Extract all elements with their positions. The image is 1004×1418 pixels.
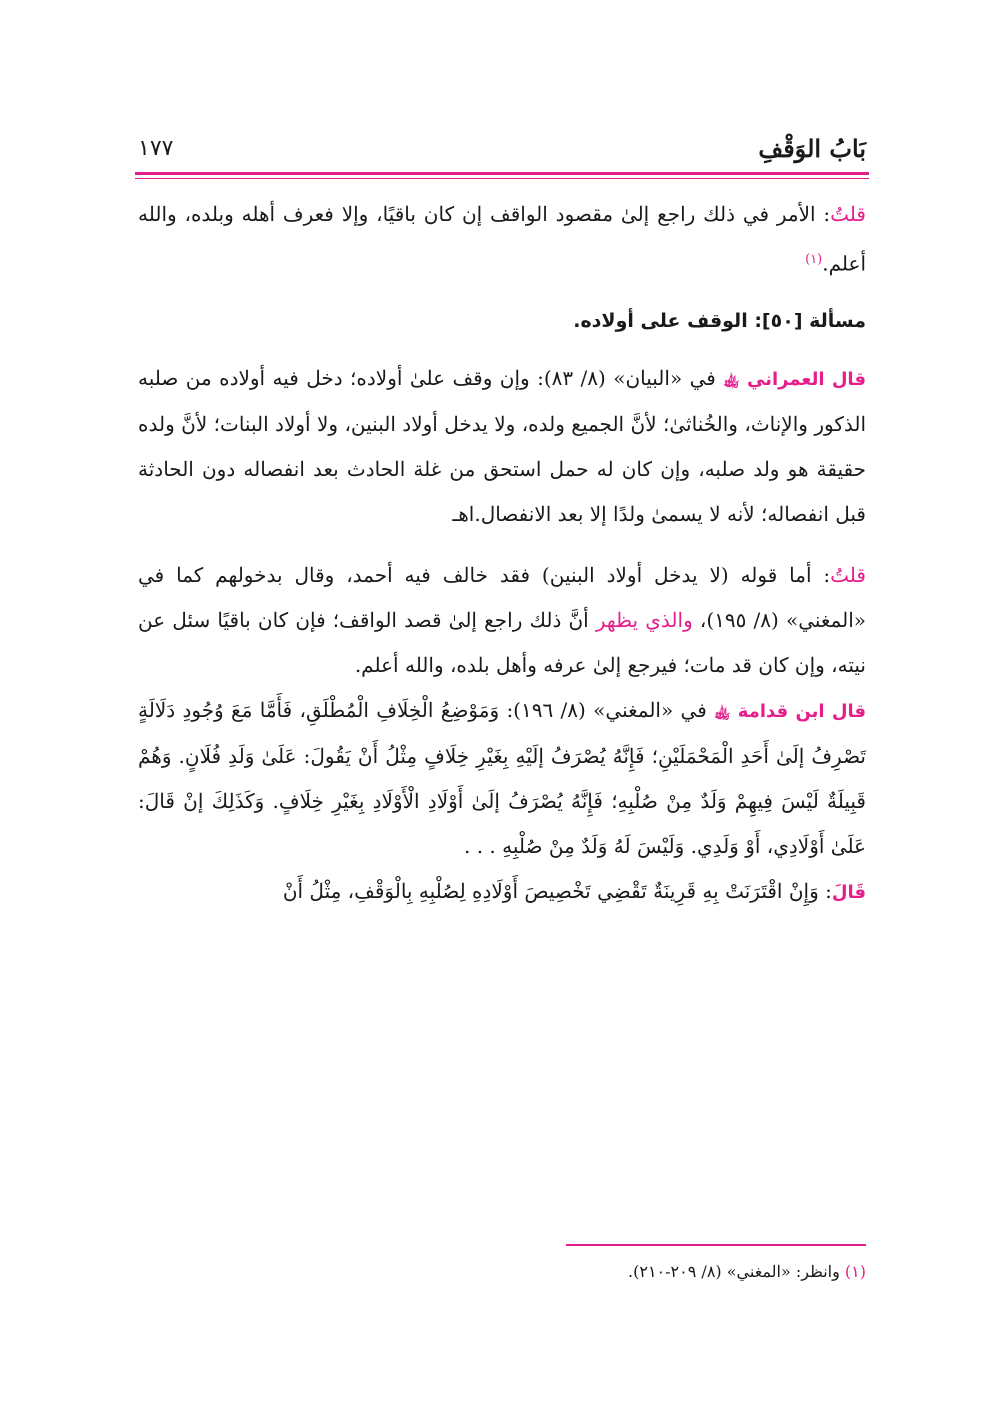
header-rule-thin: [135, 178, 869, 179]
issue-heading: مسألة [٥٠]: الوقف على أولاده.: [573, 309, 866, 332]
paragraph-3-text-before: : أما قوله (لا يدخل أولاد البنين) فقد خالف فيه أحمد، وقال بدخولهم كما في «المغني» (٨/ ١٩٥)،: [138, 562, 867, 632]
page-header: [138, 128, 866, 168]
paragraph-3: [138, 553, 866, 688]
spacer: [138, 344, 866, 356]
paragraph-3-highlight: والذي يظهر: [595, 607, 693, 632]
page-number: ١٧٧: [138, 135, 174, 161]
paragraph-2-label: قال العمراني ﵀: [723, 368, 866, 390]
paragraph-4: [138, 688, 866, 869]
footnote-rule: [566, 1244, 866, 1246]
paragraph-2-text: في «البيان» (٨/ ٨٣): وإن وقف علىٰ أولاده؛ دخل فيه أولاده من صلبه الذكور والإناث، والخُناثىٰ؛ لأنَّ الجميع ولده، ولا يدخل أولاد البنين، ولا أولاد البنات؛ لأنَّ ولده حقيقة هو ولد صلبه، وإن كان له حمل استحق من غلة الحادث بعد انفصاله دون الحادثة قبل انفصاله؛ لأنه لا يسمىٰ ولدًا إلا بعد الانفصال.اهـ: [138, 365, 866, 526]
footnote: [138, 1262, 866, 1281]
footnote-reference[interactable]: (١): [805, 252, 823, 267]
paragraph-5-text: : وَإِنْ اقْتَرَنَتْ بِهِ قَرِينَةٌ تَقْضِي تَخْصِيصَ أَوْلَادِهِ لِصُلْبِهِ بِالْوَقْفِ، مِثْلُ أَنْ: [282, 878, 832, 903]
chapter-title: بَابُ الوَقْفِ: [758, 133, 866, 163]
paragraph-1-label: قلتُ: [830, 202, 866, 226]
paragraph-4-label: قال ابن قدامة ﵀: [714, 700, 866, 722]
footnote-text: وانظر: «المغني» (٨/ ٢٠٩-٢١٠).: [628, 1262, 845, 1281]
spacer: [138, 287, 866, 299]
footnote-number: (١): [844, 1262, 866, 1281]
paragraph-1: [138, 192, 866, 287]
paragraph-3-label: قلتُ: [830, 562, 866, 587]
paragraph-5-label: قَالَ: [831, 881, 866, 903]
paragraph-3-text-after: أنَّ ذلك راجع إلىٰ قصد الواقف؛ فإن كان باقيًا سئل عن نيته، وإن كان قد مات؛ فيرجع إلىٰ عرفه وأهل بلده، والله أعلم.: [138, 607, 866, 677]
paragraph-4-text: في «المغني» (٨/ ١٩٦): وَمَوْضِعُ الْخِلَافِ الْمُطْلَقِ، فَأَمَّا مَعَ وُجُودِ دَلَالَةٍ تَصْرِفُ إلَىٰ أَحَدِ الْمَحْمَلَيْنِ؛ فَإِنَّهُ يُصْرَفُ إلَيْهِ بِغَيْرِ خِلَافٍ مِثْلُ أَنْ يَقُولَ: عَلَىٰ وَلَدِ فُلَانٍ. وَهُمْ قَبِيلَةٌ لَيْسَ فِيهِمْ وَلَدٌ مِنْ صُلْبِهِ؛ فَإِنَّهُ يُصْرَفُ إلَىٰ أَوْلَادِ الْأَوْلَادِ بِغَيْرِ خِلَافٍ. وَكَذَلِكَ إنْ قَالَ: عَلَىٰ أَوْلَادِي، أَوْ وَلَدِي. وَلَيْسَ لَهُ وَلَدٌ مِنْ صُلْبِهِ . . .: [138, 697, 866, 858]
paragraph-1-text: : الأمر في ذلك راجع إلىٰ مقصود الواقف إن كان باقيًا، وإلا فعرف أهله وبلده، والله أعلم.: [138, 202, 866, 276]
paragraph-5: [138, 869, 866, 915]
header-rule-thick: [135, 172, 869, 175]
paragraph-2: [138, 356, 866, 537]
main-content: [138, 192, 866, 915]
spacer: [138, 537, 866, 553]
